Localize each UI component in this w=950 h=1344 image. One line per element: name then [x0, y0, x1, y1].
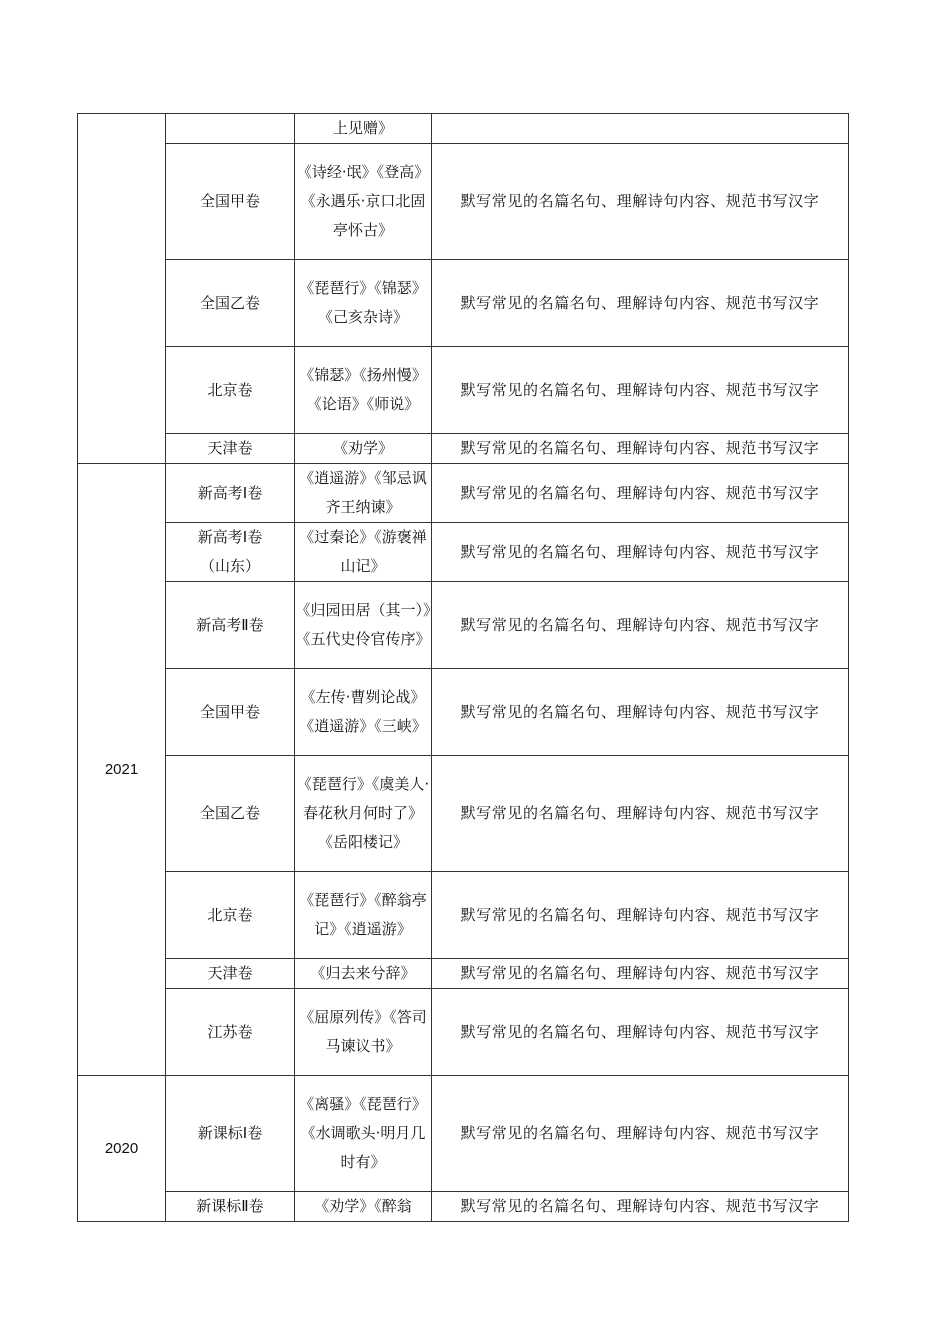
requirement-cell: 默写常见的名篇名句、理解诗句内容、规范书写汉字 [432, 260, 849, 347]
paper-cell [166, 114, 295, 144]
paper-cell: 新高考Ⅰ卷 [166, 464, 295, 523]
table-row [78, 1192, 849, 1222]
table-row [78, 523, 849, 582]
table-row [78, 1076, 849, 1192]
text-cell: 《左传·曹刿论战》《逍遥游》《三峡》 [295, 669, 432, 756]
paper-cell: 北京卷 [166, 872, 295, 959]
paper-cell: 新高考Ⅱ卷 [166, 582, 295, 669]
requirement-cell: 默写常见的名篇名句、理解诗句内容、规范书写汉字 [432, 989, 849, 1076]
exam-table [77, 113, 849, 1222]
requirement-cell [432, 114, 849, 144]
paper-cell: 新高考Ⅰ卷（山东） [166, 523, 295, 582]
paper-cell: 新课标Ⅰ卷 [166, 1076, 295, 1192]
paper-cell: 全国乙卷 [166, 756, 295, 872]
text-cell: 《琵琶行》《锦瑟》《己亥杂诗》 [295, 260, 432, 347]
paper-cell: 新课标Ⅱ卷 [166, 1192, 295, 1222]
requirement-cell: 默写常见的名篇名句、理解诗句内容、规范书写汉字 [432, 347, 849, 434]
year-cell: 2021 [78, 464, 166, 1076]
table-row [78, 872, 849, 959]
text-cell: 《劝学》《醉翁 [295, 1192, 432, 1222]
paper-cell: 全国甲卷 [166, 144, 295, 260]
text-cell: 《锦瑟》《扬州慢》《论语》《师说》 [295, 347, 432, 434]
table-row [78, 959, 849, 989]
text-cell: 《归去来兮辞》 [295, 959, 432, 989]
year-cell: 2020 [78, 1076, 166, 1222]
paper-cell: 江苏卷 [166, 989, 295, 1076]
requirement-cell: 默写常见的名篇名句、理解诗句内容、规范书写汉字 [432, 756, 849, 872]
table-row [78, 464, 849, 523]
requirement-cell: 默写常见的名篇名句、理解诗句内容、规范书写汉字 [432, 1192, 849, 1222]
year-cell [78, 114, 166, 464]
table-row [78, 347, 849, 434]
requirement-cell: 默写常见的名篇名句、理解诗句内容、规范书写汉字 [432, 582, 849, 669]
requirement-cell: 默写常见的名篇名句、理解诗句内容、规范书写汉字 [432, 464, 849, 523]
table-row [78, 669, 849, 756]
requirement-cell: 默写常见的名篇名句、理解诗句内容、规范书写汉字 [432, 434, 849, 464]
text-cell: 《归园田居（其一）》《五代史伶官传序》 [295, 582, 432, 669]
table-row [78, 582, 849, 669]
requirement-cell: 默写常见的名篇名句、理解诗句内容、规范书写汉字 [432, 872, 849, 959]
requirement-cell: 默写常见的名篇名句、理解诗句内容、规范书写汉字 [432, 144, 849, 260]
paper-cell: 天津卷 [166, 959, 295, 989]
table-row [78, 434, 849, 464]
requirement-cell: 默写常见的名篇名句、理解诗句内容、规范书写汉字 [432, 669, 849, 756]
paper-cell: 北京卷 [166, 347, 295, 434]
paper-cell: 天津卷 [166, 434, 295, 464]
text-cell: 《劝学》 [295, 434, 432, 464]
text-cell: 《离骚》《琵琶行》《水调歌头·明月几时有》 [295, 1076, 432, 1192]
requirement-cell: 默写常见的名篇名句、理解诗句内容、规范书写汉字 [432, 959, 849, 989]
table-row [78, 144, 849, 260]
table-row [78, 756, 849, 872]
text-cell: 《过秦论》《游褒禅山记》 [295, 523, 432, 582]
paper-cell: 全国甲卷 [166, 669, 295, 756]
requirement-cell: 默写常见的名篇名句、理解诗句内容、规范书写汉字 [432, 1076, 849, 1192]
requirement-cell: 默写常见的名篇名句、理解诗句内容、规范书写汉字 [432, 523, 849, 582]
text-cell: 《诗经·氓》《登高》《永遇乐·京口北固亭怀古》 [295, 144, 432, 260]
text-cell: 上见赠》 [295, 114, 432, 144]
text-cell: 《逍遥游》《邹忌讽齐王纳谏》 [295, 464, 432, 523]
table-row [78, 260, 849, 347]
table-row [78, 114, 849, 144]
table-row [78, 989, 849, 1076]
paper-cell: 全国乙卷 [166, 260, 295, 347]
text-cell: 《琵琶行》《醉翁亭记》《逍遥游》 [295, 872, 432, 959]
text-cell: 《屈原列传》《答司马谏议书》 [295, 989, 432, 1076]
text-cell: 《琵琶行》《虞美人·春花秋月何时了》《岳阳楼记》 [295, 756, 432, 872]
